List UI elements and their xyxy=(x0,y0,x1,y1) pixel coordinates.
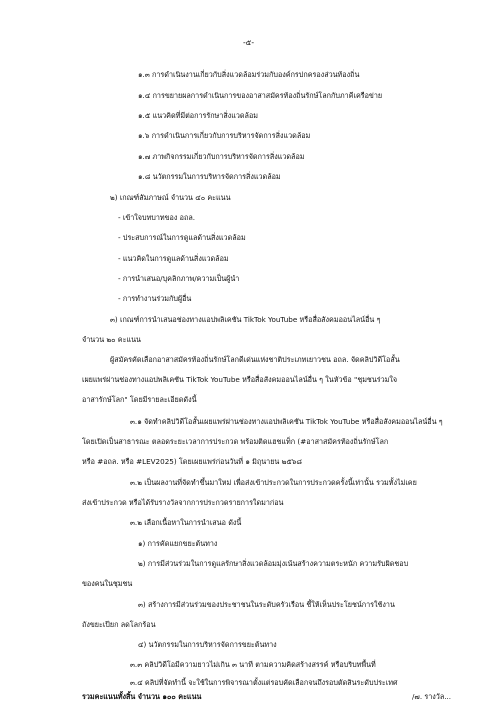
item-3-1-cont: หรือ #อถล. หรือ #LEV2025) โดยเผยแพร่ก่อนวันที่ ๑ มิถุนายน ๒๕๖๘ xyxy=(82,457,302,466)
topic-2: ๒) การมีส่วนร่วมในการดูแลรักษาสิ่งแวดล้อมมุ่งเน้นสร้างความตระหนัก ความรับผิดชอบ xyxy=(138,559,409,568)
topic-1: ๑) การคัดแยกขยะต้นทาง xyxy=(138,539,218,548)
topic-3-cont: ถังขยะเปียก ลดโลกร้อน xyxy=(82,620,156,629)
continuation-marker: /๗. รางวัล... xyxy=(412,692,452,701)
paragraph-line: ผู้สมัครคัดเลือกอาสาสมัครท้องถิ่นรักษ์โลกดีเด่นแห่งชาติประเภทเยาวชน อถล. จัดคลิปวิดีโอสั้น xyxy=(110,355,400,364)
topic-4: ๔) นวัตกรรมในการบริหารจัดการขยะต้นทาง xyxy=(138,640,277,649)
interview-criteria-heading: ๒) เกณฑ์สัมภาษณ์ จำนวน ๔๐ คะแนน xyxy=(110,193,231,202)
interview-point: - เข้าใจบทบาทของ อถล. xyxy=(118,213,196,222)
interview-point: - ประสบการณ์ในการดูแลด้านสิ่งแวดล้อม xyxy=(118,233,246,242)
criteria-item-1-5: ๑.๕ แนวคิดที่มีต่อการรักษาสิ่งแวดล้อม xyxy=(138,111,259,120)
interview-point: - แนวคิดในการดูแลด้านสิ่งแวดล้อม xyxy=(118,254,229,263)
page-number: -๕- xyxy=(242,38,255,47)
paragraph-line: อาสารักษ์โลก" โดยมีรายละเอียดดังนี้ xyxy=(82,395,197,404)
item-3-2: ๓.๒ เป็นผลงานที่จัดทำขึ้นมาใหม่ เพื่อส่งเข้าประกวดในการประกวดครั้งนี้เท่านั้น รวมทั้งไม่เคย xyxy=(130,478,417,487)
paragraph-line: เผยแพร่ผ่านช่องทางแอปพลิเคชัน TikTok YouTube หรือสื่อสังคมออนไลน์อื่น ๆ ในหัวข้อ "ชุมชนร่วมใจ xyxy=(82,375,398,384)
criteria-item-1-7: ๑.๗ ภาพกิจกรรมเกี่ยวกับการบริหารจัดการสิ่งแวดล้อม xyxy=(138,152,305,161)
interview-point: - การนำเสนอ/บุคลิกภาพ/ความเป็นผู้นำ xyxy=(118,274,240,283)
criteria-item-1-8: ๑.๘ นวัตกรรมในการบริหารจัดการสิ่งแวดล้อม xyxy=(138,172,281,181)
presentation-criteria-heading: ๓) เกณฑ์การนำเสนอช่องทางแอปพลิเคชัน TikTok YouTube หรือสื่อสังคมออนไลน์อื่น ๆ xyxy=(110,315,381,324)
criteria-item-1-3: ๑.๓ การดำเนินงานเกี่ยวกับสิ่งแวดล้อมร่วมกับองค์กรปกครองส่วนท้องถิ่น xyxy=(138,70,360,79)
item-3-2-cont: ส่งเข้าประกวด หรือได้รับรางวัลจากการประกวดรายการใดมาก่อน xyxy=(82,498,284,507)
item-3-4: ๓.๔ คลิปที่จัดทำนี้ จะใช้ในการพิจารณาตั้งแต่รอบคัดเลือกจนถึงรอบตัดสินระดับประเทศ xyxy=(130,678,398,687)
item-3-1: ๓.๑ จัดทำคลิปวิดีโอสั้นเผยแพร่ผ่านช่องทางแอปพลิเคชัน TikTok YouTube หรือสื่อสังคมออนไลน์อื่น ๆ xyxy=(130,417,443,426)
item-3-3: ๓.๓ คลิปวิดีโอมีความยาวไม่เกิน ๓ นาที ตามความคิดสร้างสรรค์ หรือบริบทพื้นที่ xyxy=(130,660,376,669)
total-score: รวมคะแนนทั้งสิ้น จำนวน ๑๐๐ คะแนน xyxy=(82,692,202,701)
interview-point: - การทำงานร่วมกับผู้อื่น xyxy=(118,294,192,303)
criteria-item-1-6: ๑.๖ การดำเนินการเกี่ยวกับการบริหารจัดการสิ่งแวดล้อม xyxy=(138,131,311,140)
presentation-criteria-score: จำนวน ๒๐ คะแนน xyxy=(82,335,141,344)
item-3-1-cont: โดยเปิดเป็นสาธารณะ ตลอดระยะเวลาการประกวด พร้อมติดแฮชแท็ก (#อาสาสมัครท้องถิ่นรักษ์โลก xyxy=(82,437,389,446)
topic-3: ๓) สร้างการมีส่วนร่วมของประชาชนในระดับครัวเรือน ชี้ให้เห็นประโยชน์การใช้งาน xyxy=(138,600,395,609)
criteria-item-1-4: ๑.๔ การขยายผลการดำเนินการของอาสาสมัครท้องถิ่นรักษ์โลกกับภาคีเครือข่าย xyxy=(138,91,383,100)
item-3-2-topics: ๓.๒ เลือกเนื้อหาในการนำเสนอ ดังนี้ xyxy=(130,518,242,527)
topic-2-cont: ของคนในชุมชน xyxy=(82,579,133,588)
